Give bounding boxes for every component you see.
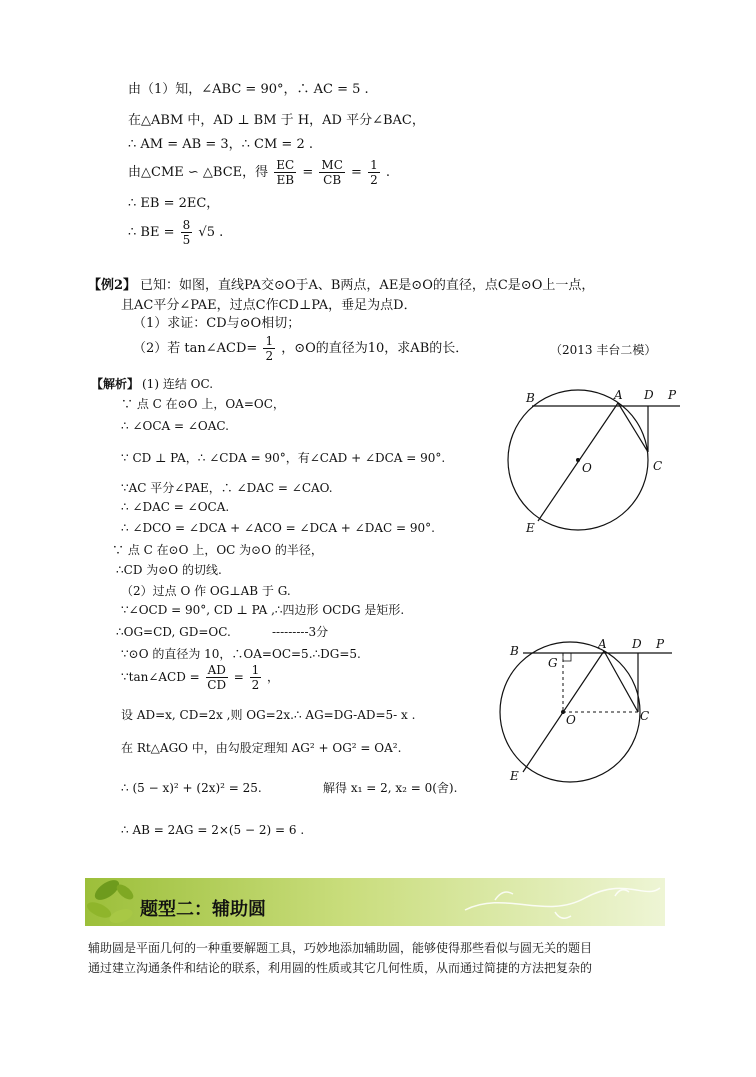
example-text: 且AC平分∠PAE，过点C作CD⊥PA，垂足为点D． [121, 298, 417, 313]
section-paragraph-line: 通过建立沟通条件和结论的联系，利用圆的性质或其它几何性质，从而通过简捷的方法把复杂的 [88, 961, 593, 975]
fraction-denominator: 2 [265, 349, 274, 363]
label-b: B [526, 391, 535, 405]
example-tag: 【例2】 [88, 278, 137, 293]
solution-line: ∴ ∠DAC = ∠OCA. [121, 500, 230, 514]
solution-line: （2）过点 O 作 OG⊥AB 于 G. [121, 584, 291, 598]
equals-sign: = [302, 165, 314, 180]
fraction-denominator: 2 [251, 678, 260, 692]
question-1: （1）求证：CD与⊙O相切； [133, 316, 301, 331]
solution-line: 解得 x₁ = 2, x₂ = 0(舍). [323, 781, 458, 795]
label-p: P [656, 637, 665, 651]
label-d: D [644, 388, 654, 402]
text-fragment: （2）若 tan∠ACD= [133, 341, 258, 356]
text-line-fractions [128, 158, 390, 188]
right-angle-mark [563, 653, 571, 661]
label-c: C [640, 709, 650, 723]
text-fragment: ∴ BE = [128, 225, 175, 240]
equals-sign: = [351, 165, 362, 180]
fraction-denominator: CB [323, 173, 342, 187]
fraction-numerator: EC [276, 158, 295, 172]
text-fragment: √5 . [198, 225, 224, 240]
text-fragment: ， [267, 670, 280, 684]
geometry-figure-2 [490, 632, 700, 792]
source-label: （2013 丰台二模） [550, 343, 657, 357]
label-e: E [510, 769, 519, 783]
solution-line: ∴ AB = 2AG = 2×(5 − 2) = 6 . [121, 823, 305, 837]
text-line: 在△ABM 中，AD ⊥ BM 于 H，AD 平分∠BAC， [128, 113, 425, 128]
score-mark: ---------3分 [272, 625, 329, 639]
fraction-denominator: EB [276, 173, 295, 187]
section-paragraph-line: 辅助圆是平面几何的一种重要解题工具，巧妙地添加辅助圆，能够使得那些看似与圆无关的题目 [88, 941, 593, 955]
fraction [319, 158, 344, 187]
fraction-denominator: CD [207, 678, 227, 692]
label-g: G [548, 656, 558, 670]
text-line: ∴ AM = AB = 3，∴ CM = 2 . [128, 137, 313, 152]
solution-line-fractions [121, 662, 279, 692]
label-a: A [614, 388, 623, 402]
text-fragment: ，⊙O的直径为10，求AB的长． [281, 341, 469, 356]
text-line: 由（1）知，∠ABC = 90°，∴ AC = 5 . [128, 82, 369, 97]
center-point [576, 458, 580, 462]
question-2 [133, 334, 468, 364]
label-a: A [598, 637, 607, 651]
segment-ac [618, 403, 648, 452]
label-o: O [582, 461, 592, 475]
fraction [206, 663, 228, 692]
solution-line: ∵ 点 C 在⊙O 上，OC 为⊙O 的半径， [112, 543, 323, 557]
period: . [385, 165, 390, 180]
fraction-numerator: 1 [251, 663, 260, 677]
fraction [368, 158, 380, 187]
text-fragment: ∵tan∠ACD = [121, 670, 200, 684]
fraction [263, 334, 275, 363]
fraction-numerator: 1 [370, 158, 378, 172]
fraction-denominator: 5 [182, 233, 191, 247]
text-line: ∴ EB = 2EC， [128, 196, 220, 211]
solution-tag: 【解析】 [91, 377, 140, 391]
fraction-numerator: AD [207, 663, 226, 677]
solution-line: ∵ CD ⊥ PA，∴ ∠CDA = 90°，有∠CAD + ∠DCA = 90°. [121, 451, 446, 465]
center-point [561, 710, 565, 714]
example-text: 已知：如图，直线PA交⊙O于A、B两点，AE是⊙O的直径，点C是⊙O上一点， [140, 278, 595, 293]
solution-line: (1) 连结 OC. [142, 377, 214, 391]
solution-line: ∴ (5 − x)² + (2x)² = 25. [121, 781, 262, 795]
solution-line: ∵AC 平分∠PAE，∴ ∠DAC = ∠CAO. [121, 481, 333, 495]
solution-line: ∴OG=CD, GD=OC. [116, 625, 231, 639]
solution-line: ∵∠OCD = 90°, CD ⊥ PA ,∴四边形 OCDG 是矩形. [121, 603, 405, 617]
solution-line: ∵ 点 C 在⊙O 上，OA=OC， [121, 397, 285, 411]
fraction [250, 663, 262, 692]
fraction [181, 218, 193, 247]
solution-line: ∴ ∠DCO = ∠DCA + ∠ACO = ∠DCA + ∠DAC = 90°. [121, 521, 435, 535]
label-b: B [510, 644, 519, 658]
section-title: 题型二：辅助圆 [140, 899, 266, 920]
fraction-numerator: MC [321, 158, 343, 172]
text-line-fractions [128, 218, 223, 248]
label-p: P [668, 388, 677, 402]
text-fragment: 由△CME ∽ △BCE，得 [128, 165, 269, 180]
geometry-figure-1 [500, 380, 700, 540]
solution-line: ∵⊙O 的直径为 10，∴OA=OC=5.∴DG=5. [121, 647, 361, 661]
fraction-numerator: 1 [265, 334, 274, 348]
equals-sign: = [233, 670, 244, 684]
label-c: C [653, 459, 663, 473]
label-e: E [526, 521, 535, 535]
fraction [274, 158, 296, 187]
solution-line: ∴ ∠OCA = ∠OAC. [121, 419, 229, 433]
fraction-numerator: 8 [182, 218, 191, 232]
solution-line: 设 AD=x, CD=2x ,则 OG=2x.∴ AG=DG-AD=5- x . [121, 708, 416, 722]
label-d: D [632, 637, 642, 651]
fraction-denominator: 2 [370, 173, 378, 187]
solution-line: ∴CD 为⊙O 的切线. [116, 563, 222, 577]
solution-line: 在 Rt△AGO 中，由勾股定理知 AG² + OG² = OA². [121, 741, 402, 755]
label-o: O [566, 713, 576, 727]
